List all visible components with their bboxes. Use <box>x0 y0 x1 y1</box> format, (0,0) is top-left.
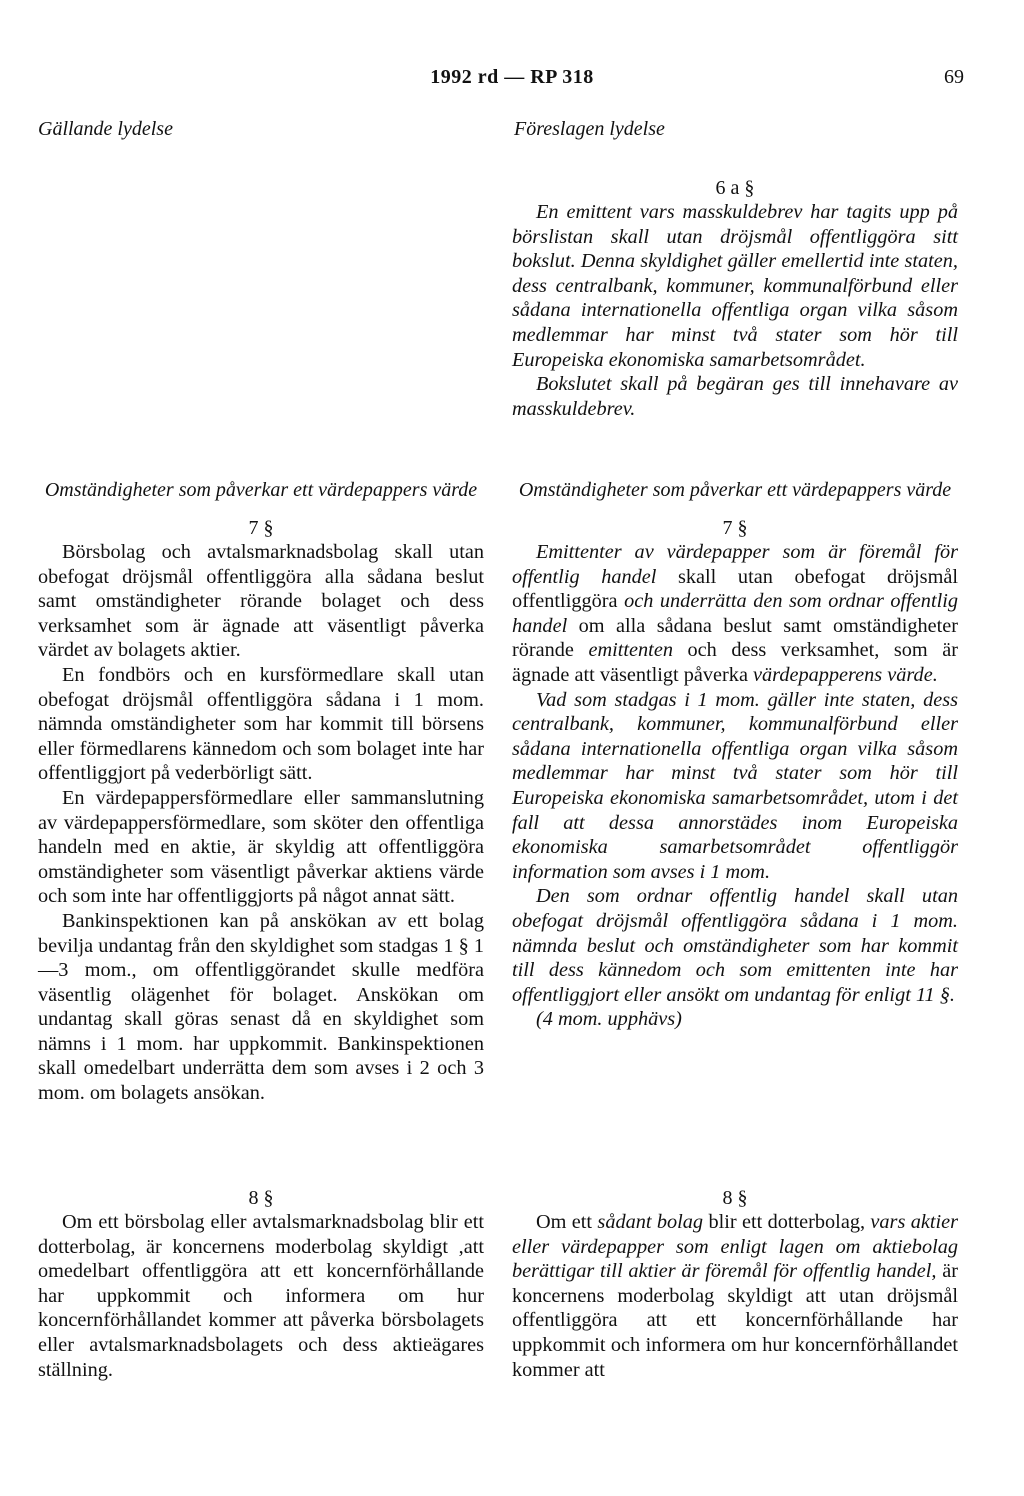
left-column-title: Gällande lydelse <box>38 118 173 140</box>
section-7-number-left: 7 § <box>248 517 274 539</box>
section-7-right-paragraph-1: Emittenter av värdepapper som är föremål för offentlig handel skall utan obefogat dröjsmål offentliggöra och underrätta den som ordnar offentlig handel om alla sådana beslut samt omständigheter rörande emittenten och dess verksamhet, som är ägnade att väsentligt påverka värdepapperens värde. <box>512 541 958 686</box>
section-7-right-paragraph-3: Den som ordnar offentlig handel skall utan obefogat dröjsmål offentliggöra sådana i 1 mom. nämnda beslut och omständigheter som har kommit till dess kännedom och som emittenten inte har offentliggjort eller ansökt om undantag för enligt 11 §. <box>512 885 958 1006</box>
section-7-left-paragraph-4: Bankinspektionen kan på anskökan av ett bolag bevilja undantag från den skyldighet som stadgas 1 § 1—3 mom., om offentliggörandet skulle medföra väsentlig olägenhet för bolaget. Anskökan om undantag skall göras senast då en skyldighet som nämns i 1 mom. har uppkommit. Bankinspektionen skall omedelbart underrätta dem som avses i 2 och 3 mom. om bolagets ansökan. <box>38 909 484 1105</box>
section-7-current <box>38 478 484 1106</box>
section-7-heading-right: Omständigheter som påverkar ett värdepappers värde <box>518 479 952 501</box>
section-7-right-paragraph-2: Vad som stadgas i 1 mom. gäller inte staten, dess centralbank, kommuner, kommunalförbund eller sådana internationella offentliga organ vilka såsom medlemmar har minst två stater som hör till Europeiska ekonomiska samarbetsområdet, utom i det fall att dessa annorstädes inom Europeiska ekonomiska samarbetsområdet offentliggör information som avses i 1 mom. <box>512 688 958 883</box>
section-8-current <box>38 1186 484 1382</box>
section-6a-number: 6 a § <box>715 177 755 199</box>
document-header-title: 1992 rd — RP 318 <box>430 66 594 88</box>
section-7-left-paragraph-1: Börsbolag och avtalsmarknadsbolag skall utan obefogat dröjsmål offentliggöra alla sådana beslut samt omständigheter rörande bolaget och dess verksamhet som är ägnade att väsentligt påverka värdet av bolagets aktier. <box>38 541 484 662</box>
section-8-right-paragraph: Om ett sådant bolag blir ett dotterbolag, vars aktier eller värdepapper som enligt lagen om aktiebolag berättigar till aktier är föremål för offentlig handel, är koncernens moderbolag skyldigt att utan dröjsmål offentliggöra att ett koncernförhållande har uppkommit och informera om hur koncernförhållandet kommer att <box>512 1211 959 1381</box>
section-6a-proposed <box>512 176 958 421</box>
page-number: 69 <box>944 66 964 88</box>
section-7-right-paragraph-4: (4 mom. upphävs) <box>536 1008 682 1031</box>
section-8-left-paragraph: Om ett börsbolag eller avtalsmarknadsbolag blir ett dotterbolag, är koncernens moderbolag skyldigt ,att omedelbart offentliggöra att ett koncernförhållande har uppkommit och informera om hur koncernförhållandet kommer att påverka börsbolagets eller avtalsmarknadsbolagets och dess aktieägares ställning. <box>38 1211 484 1381</box>
section-8-number-right: 8 § <box>722 1187 748 1209</box>
right-column-title: Föreslagen lydelse <box>514 118 665 140</box>
section-7-number-right: 7 § <box>722 517 748 539</box>
section-7-left-paragraph-3: En värdepappersförmedlare eller sammanslutning av värdepappersförmedlare, som sköter den offentliga handeln med en aktie, är skyldig att offentliggöra omständigheter som väsentligt påverkar aktiens värde och som inte har offentliggjorts på något annat sätt. <box>38 786 484 908</box>
section-7-proposed <box>512 478 958 1032</box>
section-6a-paragraph-2: Bokslutet skall på begäran ges till innehavare av masskuldebrev. <box>512 373 958 420</box>
section-6a-paragraph-1: En emittent vars masskuldebrev har tagits upp på börslistan skall utan dröjsmål offentliggöra sitt bokslut. Denna skyldighet gäller emellertid inte staten, dess centralbank, kommuner, kommunalförbund eller sådana internationella offentliga organ vilka såsom medlemmar har minst två stater som hör till Europeiska ekonomiska samarbetsområdet. <box>512 201 958 371</box>
section-8-proposed <box>512 1186 958 1382</box>
section-7-left-paragraph-2: En fondbörs och en kursförmedlare skall utan obefogat dröjsmål offentliggöra sådana i 1 mom. nämnda omständigheter som har kommit till börsens eller förmedlarens kännedom och som bolaget inte har offentliggjort på vederbörligt sätt. <box>38 663 484 785</box>
section-8-number-left: 8 § <box>248 1187 274 1209</box>
section-7-heading-left: Omständigheter som påverkar ett värdepappers värde <box>44 479 478 501</box>
